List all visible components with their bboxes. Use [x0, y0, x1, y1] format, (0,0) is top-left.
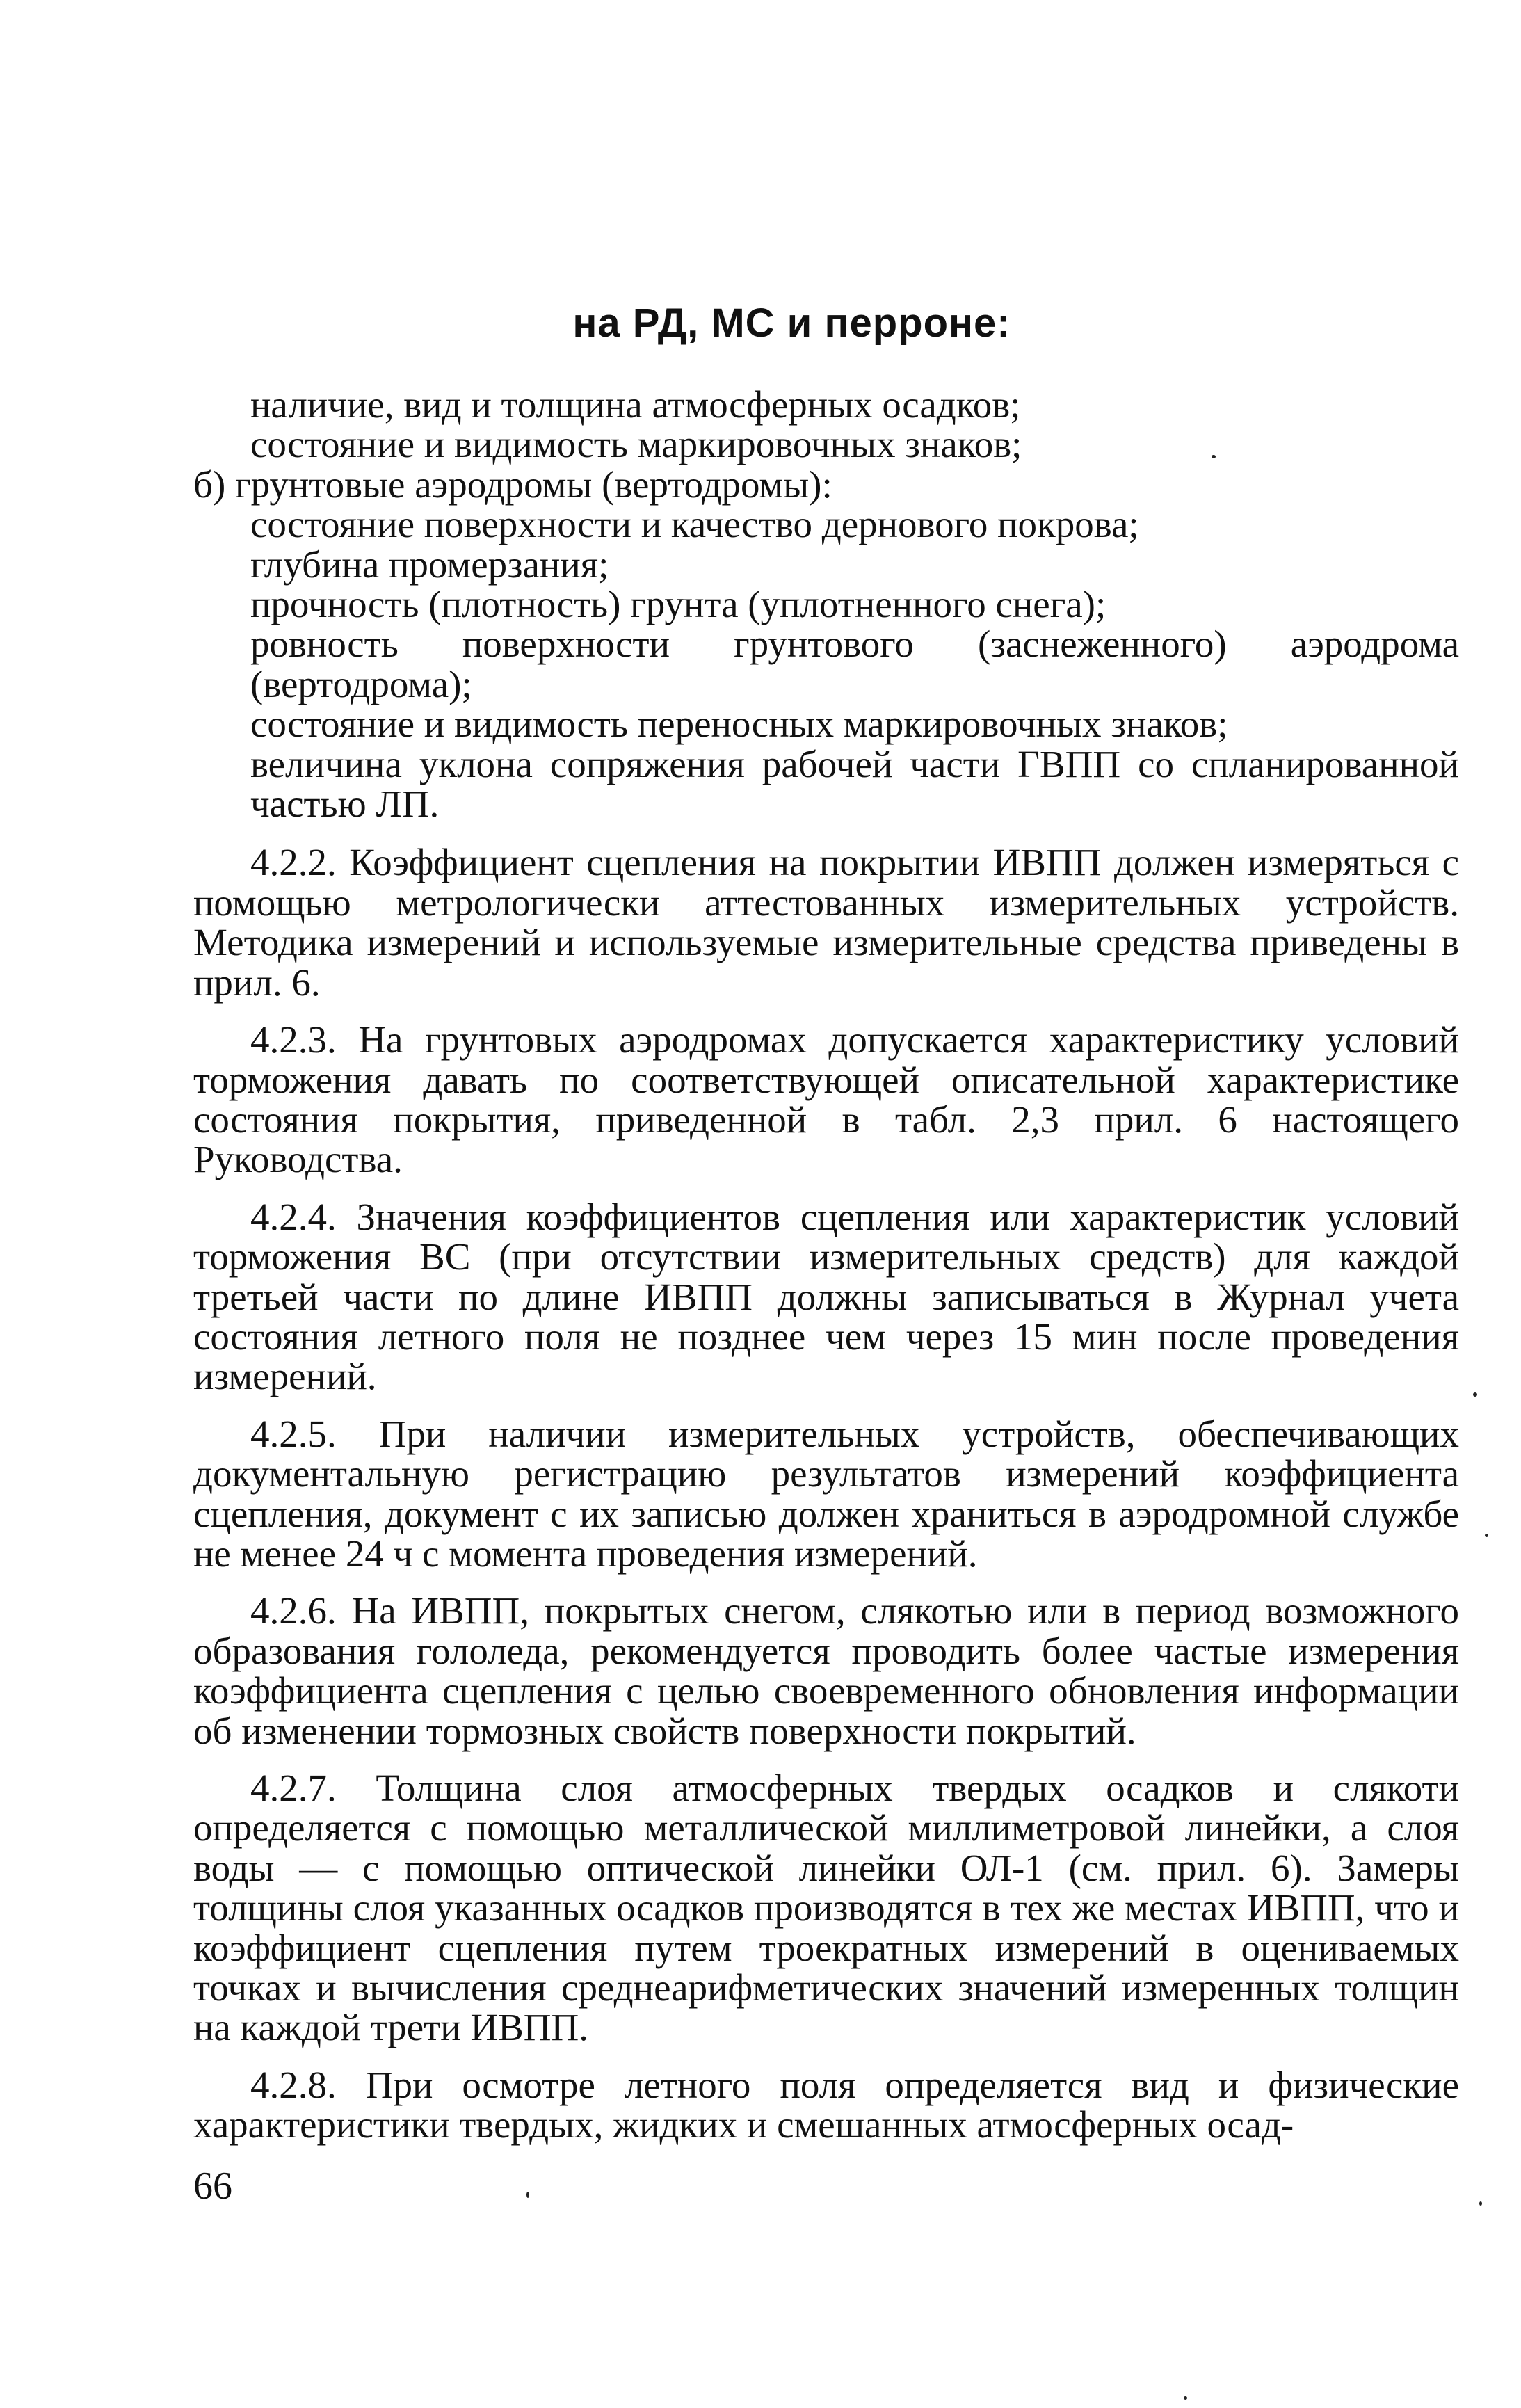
paragraph-4-2-8: 4.2.8. При осмотре летного поля определяется вид и физические характеристики твердых, жидких и смешанных атмосферных осад- — [193, 2063, 1459, 2146]
scan-speck — [1473, 1392, 1477, 1397]
scan-speck — [1479, 2201, 1482, 2206]
paragraph-4-2-3: 4.2.3. На грунтовых аэродромах допускается характеристику условий торможения давать по соответствующей описательной характеристике состояния покрытия, приведенной в табл. 2,3 прил. 6 настоящего Руководства. — [193, 1018, 1459, 1181]
scan-speck — [1485, 1534, 1488, 1537]
list-item: состояние и видимость маркировочных знаков; — [250, 423, 1022, 466]
list-item: наличие, вид и толщина атмосферных осадков; — [250, 383, 1021, 426]
list-item: глубина промерзания; — [250, 543, 609, 586]
paragraph-4-2-7: 4.2.7. Толщина слоя атмосферных твердых осадков и слякоти определяется с помощью металлической миллиметровой линейки, а слоя воды — с помощью оптической линейки ОЛ-1 (см. прил. 6). Замеры толщины слоя указанных осадков производятся в тех же местах ИВПП, что и коэффициент сцепления путем троекратных измерений в оцениваемых точках и вычисления среднеарифметических значений измеренных толщин на каждой трети ИВПП. — [193, 1767, 1459, 2049]
paragraph-4-2-4: 4.2.4. Значения коэффициентов сцепления или характеристик условий торможения ВС (при отсутствии измерительных средств) для каждой третьей части по длине ИВПП должны записываться в Журнал учета состояния летного поля не позднее чем через 15 мин после проведения измерений. — [193, 1195, 1459, 1398]
paragraph-4-2-6: 4.2.6. На ИВПП, покрытых снегом, слякотью или в период возможного образования гололеда, рекомендуется проводить более частые измерения коэффициента сцепления с целью своевременного обновления информации об изменении тормозных свойств поверхности покрытий. — [193, 1589, 1459, 1752]
scan-speck — [1184, 2396, 1187, 2400]
list-item: прочность (плотность) грунта (уплотненного снега); — [250, 583, 1106, 626]
scan-speck — [526, 2192, 529, 2198]
list-subheading: б) грунтовые аэродромы (вертодромы): — [193, 463, 832, 506]
page-number: 66 — [193, 2165, 232, 2208]
paragraph-4-2-5: 4.2.5. При наличии измерительных устройств, обеспечивающих документальную регистрацию результатов измерений коэффициента сцепления, документ с их записью должен храниться в аэродромной службе не менее 24 ч с момента проведения измерений. — [193, 1412, 1459, 1575]
list-item: состояние и видимость переносных маркировочных знаков; — [250, 703, 1228, 746]
paragraph-4-2-2: 4.2.2. Коэффициент сцепления на покрытии ИВПП должен измеряться с помощью метрологически аттестованных измерительных устройств. Методика измерений и используемые измерительные средства приведены в прил. 6. — [193, 841, 1459, 1004]
scan-speck — [1212, 455, 1216, 458]
list-item: ровность поверхности грунтового (заснеженного) аэродрома (вертодрома); — [250, 623, 1459, 705]
body-text — [193, 385, 1459, 2145]
section-heading: на РД, МС и перроне: — [572, 300, 1011, 346]
list-item: величина уклона сопряжения рабочей части ГВПП со спланированной частью ЛП. — [250, 742, 1459, 826]
list-item: состояние поверхности и качество дернового покрова; — [250, 503, 1139, 546]
